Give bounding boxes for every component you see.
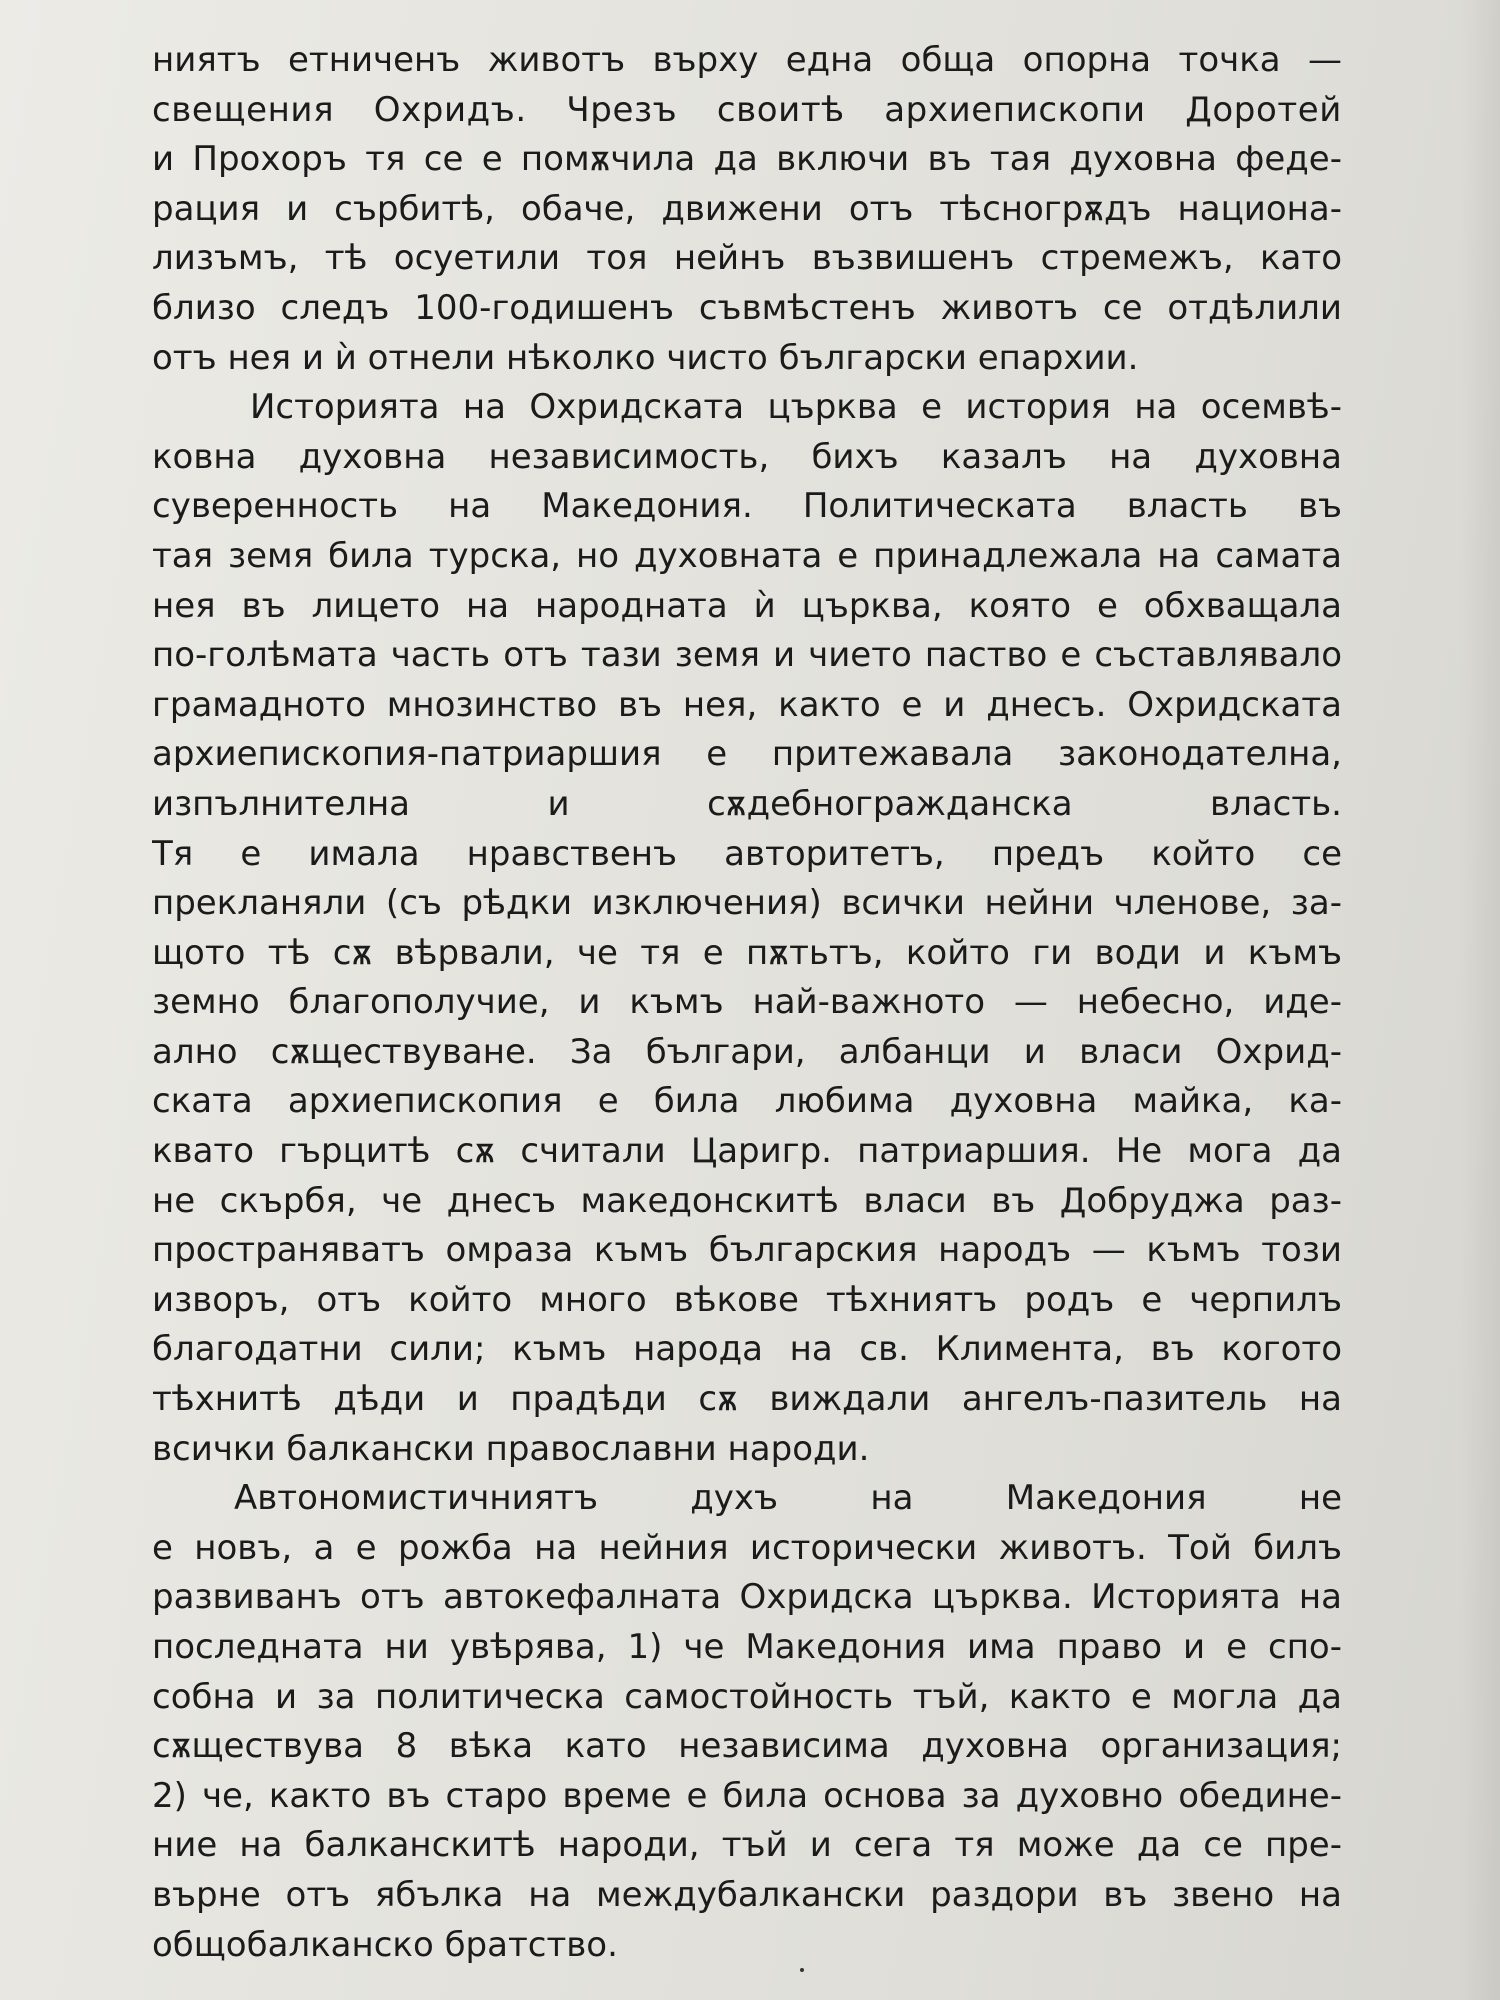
text-line: ние на балканскитѣ народи, тъй и сега тя може да се пре- [152, 1825, 1342, 1866]
text-line: тѣхнитѣ дѣди и прадѣди сѫ виждали ангелъ-пазитель на [152, 1379, 1342, 1420]
text-line: върне отъ ябълка на междубалкански раздори въ звено на [152, 1874, 1342, 1915]
text-line: собна и за политическа самостойность тъй, както е могла да [152, 1676, 1342, 1717]
text-line: последната ни увѣрява, 1) че Македония има право и е спо- [152, 1627, 1342, 1667]
text-line: квато гърцитѣ сѫ считали Царигр. патриаршия. Не мога да [152, 1131, 1342, 1172]
text-line: развиванъ отъ автокефалната Охридска църква. Историята на [152, 1577, 1342, 1618]
text-line: лизъмъ, тѣ осуетили тоя нейнъ възвишенъ стремежъ, като [152, 238, 1342, 279]
text-line: не скърбя, че днесъ македонскитѣ власи въ Добруджа раз- [152, 1180, 1342, 1221]
text-line: ниятъ етниченъ животъ върху една обща опорна точка — [152, 40, 1342, 80]
text-line: и Прохоръ тя се е помѫчила да включи въ тая духовна феде- [152, 139, 1342, 180]
text-line: ската архиепископия е била любима духовна майка, ка- [152, 1081, 1342, 1122]
text-line: рация и сърбитѣ, обаче, движени отъ тѣсногрѫдъ национа- [152, 188, 1342, 229]
text-line: ално сѫществуване. За българи, албанци и власи Охрид- [152, 1031, 1342, 1072]
text-line: благодатни сили; къмъ народа на св. Климента, въ когото [152, 1329, 1342, 1370]
text-line: Автономистичниятъ духъ на Македония не [234, 1478, 1342, 1519]
page-edge-shadow [1460, 0, 1500, 2000]
body-text [152, 36, 1342, 1970]
paragraph-3 [152, 1474, 1342, 1970]
text-line: е новъ, а е рожба на нейния исторически животъ. Той билъ [152, 1527, 1342, 1568]
text-line: суверенность на Македония. Политическата власть въ [152, 486, 1342, 527]
text-line: изворъ, отъ който много вѣкове тѣхниятъ родъ е черпилъ [152, 1279, 1342, 1320]
text-line: нея въ лицето на народната ѝ църква, която е обхващала [152, 585, 1342, 626]
text-line: архиепископия-патриаршия е притежавала законодателна, [152, 734, 1342, 775]
text-line: пространяватъ омраза къмъ българския народъ — къмъ този [152, 1230, 1342, 1271]
text-line: грамадното мнозинство въ нея, както е и днесъ. Охридската [152, 684, 1342, 725]
text-line: Тя е имала нравственъ авторитетъ, предъ който се [152, 833, 1342, 874]
text-line: прекланяли (съ рѣдки изключения) всички нейни членове, за- [152, 883, 1342, 924]
text-line: Историята на Охридската църква е история на осемвѣ- [250, 387, 1342, 428]
text-line: земно благополучие, и къмъ най-важното — небесно, иде- [152, 982, 1342, 1023]
text-line: щото тѣ сѫ вѣрвали, че тя е пѫтьтъ, който ги води и къмъ [152, 932, 1342, 973]
paragraph-1 [152, 36, 1342, 383]
text-line: тая земя била турска, но духовната е принадлежала на самата [152, 535, 1342, 576]
text-line: сѫществува 8 вѣка като независима духовна организация; [152, 1726, 1342, 1767]
text-line: 2) че, както въ старо време е била основа за духовно обедине- [152, 1775, 1342, 1816]
paragraph-2 [152, 383, 1342, 1474]
text-line: изпълнителна и сѫдебногражданска власть. [152, 783, 1342, 824]
text-line: по-голѣмата часть отъ тази земя и чието паство е съставлявало [152, 635, 1342, 676]
text-line: общобалканско братство. [152, 1924, 618, 1965]
text-line: близо следъ 100-годишенъ съвмѣстенъ животъ се отдѣлили [152, 287, 1342, 328]
text-line: всички балкански православни народи. [152, 1428, 870, 1469]
text-line: отъ нея и ѝ отнели нѣколко чисто български епархии. [152, 337, 1139, 378]
text-line: свещения Охридъ. Чрезъ своитѣ архиепископи Доротей [152, 89, 1342, 130]
text-line: ковна духовна независимость, бихъ казалъ на духовна [152, 436, 1342, 477]
page-footer-dot [800, 1968, 804, 1972]
